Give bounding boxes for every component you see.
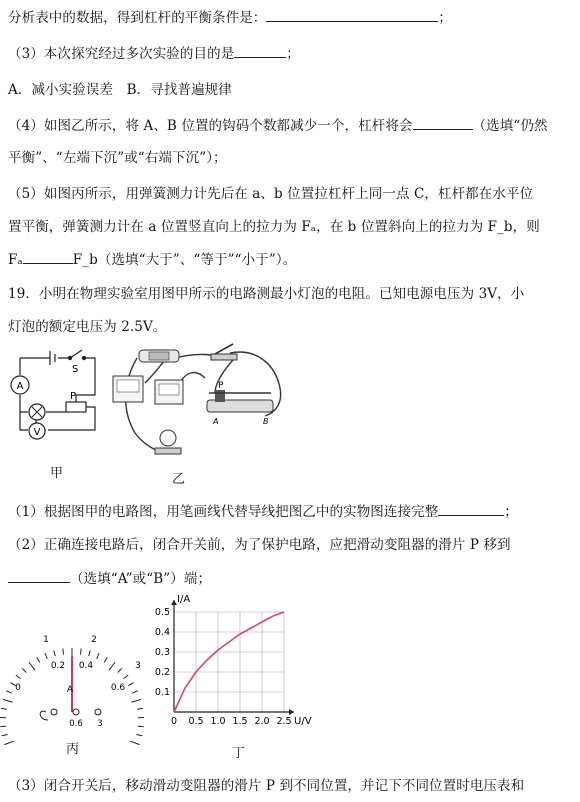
dial-tick: [136, 734, 142, 735]
line-end: ；: [438, 10, 453, 26]
text-line-11: [8, 500, 518, 520]
line-end: ；: [504, 504, 518, 520]
slider-label: P: [70, 391, 77, 402]
y-axis-label: I/A: [177, 594, 191, 605]
terminal-3: [95, 709, 101, 715]
upper-tick-label: 3: [135, 661, 141, 671]
switch-device: [211, 354, 237, 360]
dial-tick: [29, 662, 35, 670]
dial-tick: [97, 653, 99, 659]
line-text: 分析表中的数据，得到杠杆的平衡条件是：: [8, 10, 267, 26]
ammeter-dial: [8, 628, 156, 732]
dial-tick: [0, 726, 6, 727]
y-tick-label: 0.1: [154, 687, 170, 698]
rheostat-end-a: A: [213, 417, 219, 426]
upper-tick-label: 2: [91, 635, 97, 645]
dial-tick: [54, 650, 56, 656]
switch-label: S: [72, 364, 79, 375]
dial-tick: [16, 675, 21, 679]
line-text: （3）本次探究经过多次实验的目的是: [8, 46, 235, 62]
x-tick-label: 0: [170, 716, 178, 727]
lower-tick-label: 0.4: [78, 661, 94, 671]
lamp-device: [160, 430, 176, 446]
text-line-5: 平衡”、“左端下沉”或“右端下沉”）；: [8, 150, 227, 166]
x-axis-arrow-icon: [289, 709, 294, 715]
answer-blank: [8, 568, 70, 583]
dial-tick: [109, 662, 115, 670]
text-line-14: （3）闭合开关后，移动滑动变阻器的滑片 P 到不同位置，并记下不同位置时电压表和: [8, 778, 525, 794]
meter-unit: A: [66, 685, 74, 695]
line-text: （选填“仍然: [472, 118, 548, 134]
dial-tick: [104, 657, 107, 662]
y-tick-label: 0.4: [154, 627, 170, 638]
line-end: ；: [286, 46, 300, 62]
answer-blank: [266, 7, 438, 22]
text-line-12: （2）正确连接电路后，闭合开关前，为了保护电路，应把滑动变阻器的滑片 P 移到: [8, 537, 511, 553]
lower-tick-label: 0.2: [50, 661, 66, 671]
x-tick-label: 0.5: [188, 716, 204, 727]
dial-tick: [37, 657, 40, 662]
dial-tick: [89, 650, 91, 656]
text-line-1: [8, 6, 452, 26]
line-text: F_b（选填“大于”、“等于”“小于”）。: [72, 252, 297, 268]
dial-tick: [1, 708, 7, 709]
x-tick-label: 2.5: [276, 716, 292, 727]
lower-tick-label: 0: [15, 683, 21, 693]
answer-blank: [234, 43, 286, 58]
dial-tick: [138, 726, 144, 727]
voltmeter-letter: V: [33, 427, 41, 438]
terminal-neg: [51, 709, 57, 715]
dial-tick: [22, 668, 26, 672]
dial-tick: [118, 668, 122, 672]
terminal-wire-icon: [40, 711, 48, 720]
y-tick-label: 0.2: [154, 667, 170, 678]
iu-chart: [148, 592, 318, 742]
x-tick-label: 1.5: [232, 716, 248, 727]
x-tick-label: 2.0: [254, 716, 270, 727]
dial-tick: [124, 675, 129, 679]
dial-tick: [45, 653, 47, 659]
rheostat-end-b: B: [263, 417, 269, 426]
figure-label-ding: 丁: [232, 746, 246, 761]
x-axis-label: U/V: [294, 716, 312, 727]
dial-tick: [137, 708, 143, 709]
text-line-4: [8, 114, 548, 134]
answer-blank: [413, 115, 473, 130]
line-text: （选填“A”或“B”）端；: [70, 571, 212, 587]
figure-label-yi: 乙: [172, 472, 186, 487]
dial-tick: [130, 741, 139, 744]
dial-tick: [6, 691, 11, 693]
dial-tick: [2, 734, 8, 735]
line-text: （1）根据图甲的电路图，用笔画线代替导线把图乙中的实物图连接完整: [8, 504, 439, 520]
ammeter-letter: A: [16, 381, 24, 392]
text-line-10: 灯泡的额定电压为 2.5V。: [8, 319, 167, 335]
dial-tick: [3, 699, 13, 702]
figure-label-jia: 甲: [50, 466, 64, 481]
dial-tick: [63, 649, 64, 655]
upper-tick-label: 1: [43, 635, 49, 645]
lower-tick-label: 0.6: [110, 683, 126, 693]
series-line: [174, 612, 284, 712]
answer-blank: [23, 249, 73, 264]
line-text: Fₐ: [8, 252, 23, 268]
text-line-7: 置平衡，弹簧测力计在 a 位置竖直向上的拉力为 Fₐ，在 b 位置斜向上的拉力为 F_b，则: [8, 219, 540, 235]
text-line-8: [8, 248, 296, 268]
line-text: （4）如图乙所示，将 A、B 位置的钩码个数都减少一个，杠杆将会: [8, 118, 413, 134]
x-tick-label: 1.0: [210, 716, 226, 727]
answer-blank: [438, 501, 504, 516]
text-line-13: [8, 567, 211, 587]
text-line-6: （5）如图丙所示，用弹簧测力计先后在 a、b 位置拉杠杆上同一点 C，杠杆都在水平位: [8, 186, 534, 202]
dial-tick: [131, 699, 141, 702]
terminal-label: 0.6: [69, 719, 83, 729]
terminal-06: [73, 709, 79, 715]
y-tick-label: 0.3: [154, 647, 170, 658]
dial-tick: [132, 691, 137, 693]
dial-tick: [4, 741, 13, 744]
figure-label-bing: 丙: [66, 742, 80, 757]
terminal-label: 3: [97, 719, 103, 729]
text-line-9: 19．小明在物理实验室用图甲所示的电路测最小灯泡的电阻。已知电源电压为 3V，小: [8, 286, 525, 302]
y-tick-label: 0.5: [154, 607, 170, 618]
slider-knob: [215, 390, 225, 402]
circuit-diagram: [0, 340, 110, 460]
physical-circuit: [115, 338, 285, 466]
text-line-2: [8, 42, 300, 62]
rheostat-slider-label: P: [218, 381, 224, 391]
dial-tick: [80, 649, 81, 655]
text-line-3: A．减小实验误差 B．寻找普遍规律: [8, 82, 232, 98]
dial-tick: [128, 683, 133, 686]
